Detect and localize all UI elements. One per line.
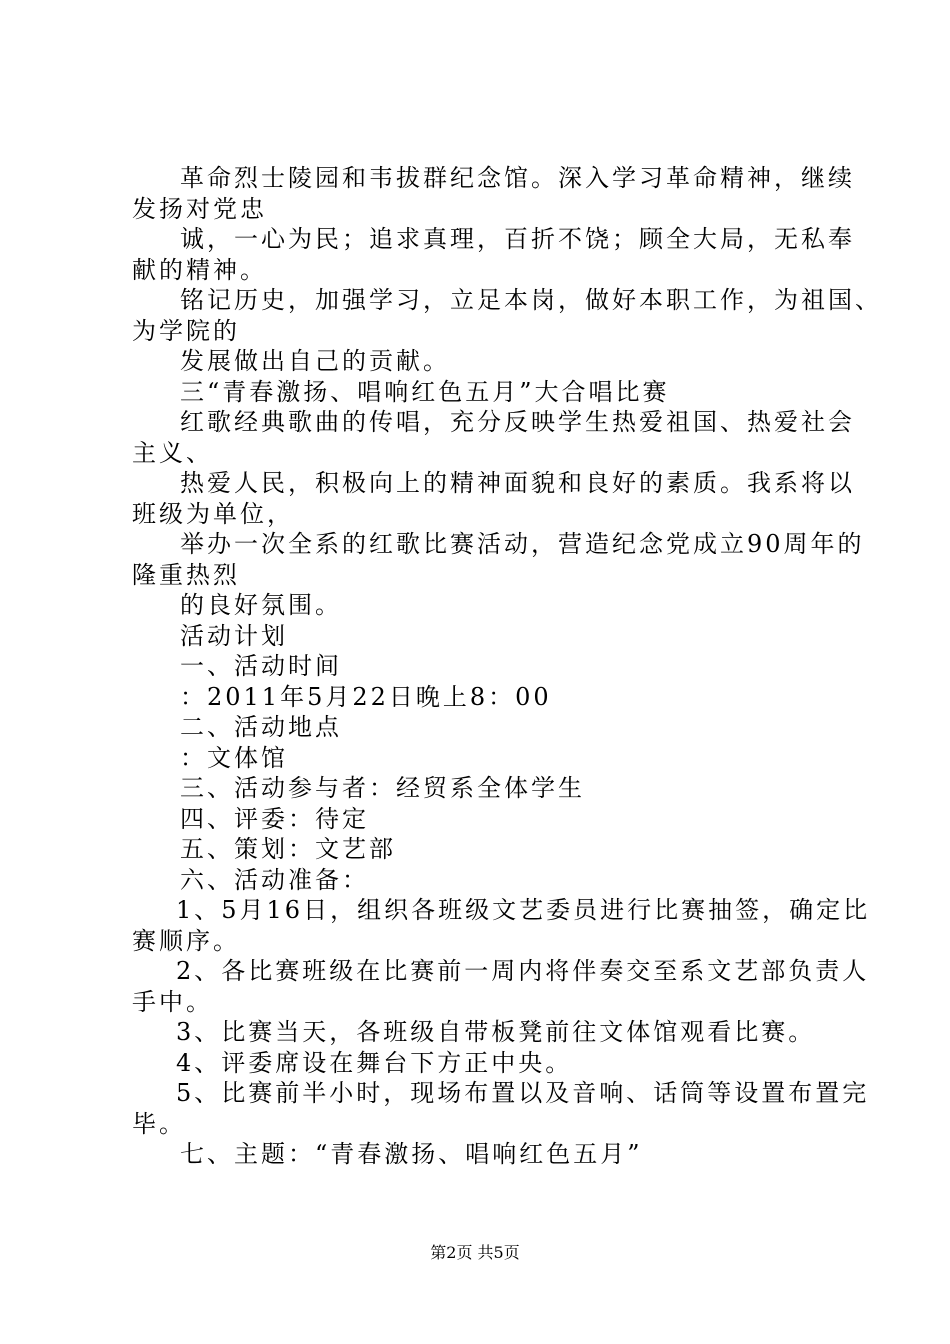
text-line: 七、主题：“青春激扬、唱响红色五月” <box>180 1140 643 1168</box>
text-line: 三“青春激扬、唱响红色五月”大合唱比赛 <box>180 377 670 406</box>
text-line: 3、比赛当天，各班级自带板凳前往文体馆观看比赛。 <box>176 1018 816 1046</box>
text-line: 三、活动参与者：经贸系全体学生 <box>180 774 585 802</box>
text-line: 献的精神。 <box>132 255 267 284</box>
text-line: 2、各比赛班级在比赛前一周内将伴奏交至系文艺部负责人 <box>176 957 870 985</box>
text-line: 1、5月16日，组织各班级文艺委员进行比赛抽签，确定比 <box>176 896 871 924</box>
text-line: 诚，一心为民；追求真理，百折不饶；顾全大局，无私奉 <box>180 225 855 253</box>
text-line: 活动计划 <box>180 621 288 650</box>
text-line: 主义、 <box>132 438 213 467</box>
text-line: 的良好氛围。 <box>180 591 342 619</box>
page-footer: 第2页 共5页 <box>430 1243 520 1262</box>
text-line: 隆重热烈 <box>132 560 240 589</box>
text-line: 发展做出自己的贡献。 <box>180 347 450 375</box>
text-line: ：2011年5月22日晚上8：00 <box>180 682 552 711</box>
text-line: 发扬对党忠 <box>132 194 267 223</box>
text-line: 六、活动准备： <box>180 865 369 894</box>
text-line: 二、活动地点 <box>180 713 342 741</box>
text-line: 四、评委：待定 <box>180 804 369 833</box>
text-line: ：文体馆 <box>180 743 288 772</box>
text-line: 铭记历史，加强学习，立足本岗，做好本职工作，为祖国、 <box>180 286 882 314</box>
text-line: 为学院的 <box>132 316 240 345</box>
text-line: 班级为单位， <box>132 499 294 528</box>
text-line: 4、评委席设在舞台下方正中央。 <box>176 1048 573 1077</box>
text-line: 手中。 <box>132 987 213 1016</box>
text-line: 5、比赛前半小时，现场布置以及音响、话筒等设置布置完 <box>176 1079 870 1107</box>
text-line: 一、活动时间 <box>180 652 342 680</box>
text-line: 举办一次全系的红歌比赛活动，营造纪念党成立90周年的 <box>180 530 865 558</box>
text-line: 毕。 <box>132 1109 186 1138</box>
text-line: 五、策划：文艺部 <box>180 835 396 863</box>
text-line: 热爱人民，积极向上的精神面貌和良好的素质。我系将以 <box>180 469 855 497</box>
text-line: 革命烈士陵园和韦拔群纪念馆。深入学习革命精神，继续 <box>180 164 855 192</box>
document-body <box>132 163 882 1170</box>
text-line: 赛顺序。 <box>132 926 240 955</box>
text-line: 红歌经典歌曲的传唱，充分反映学生热爱祖国、热爱社会 <box>180 408 855 436</box>
